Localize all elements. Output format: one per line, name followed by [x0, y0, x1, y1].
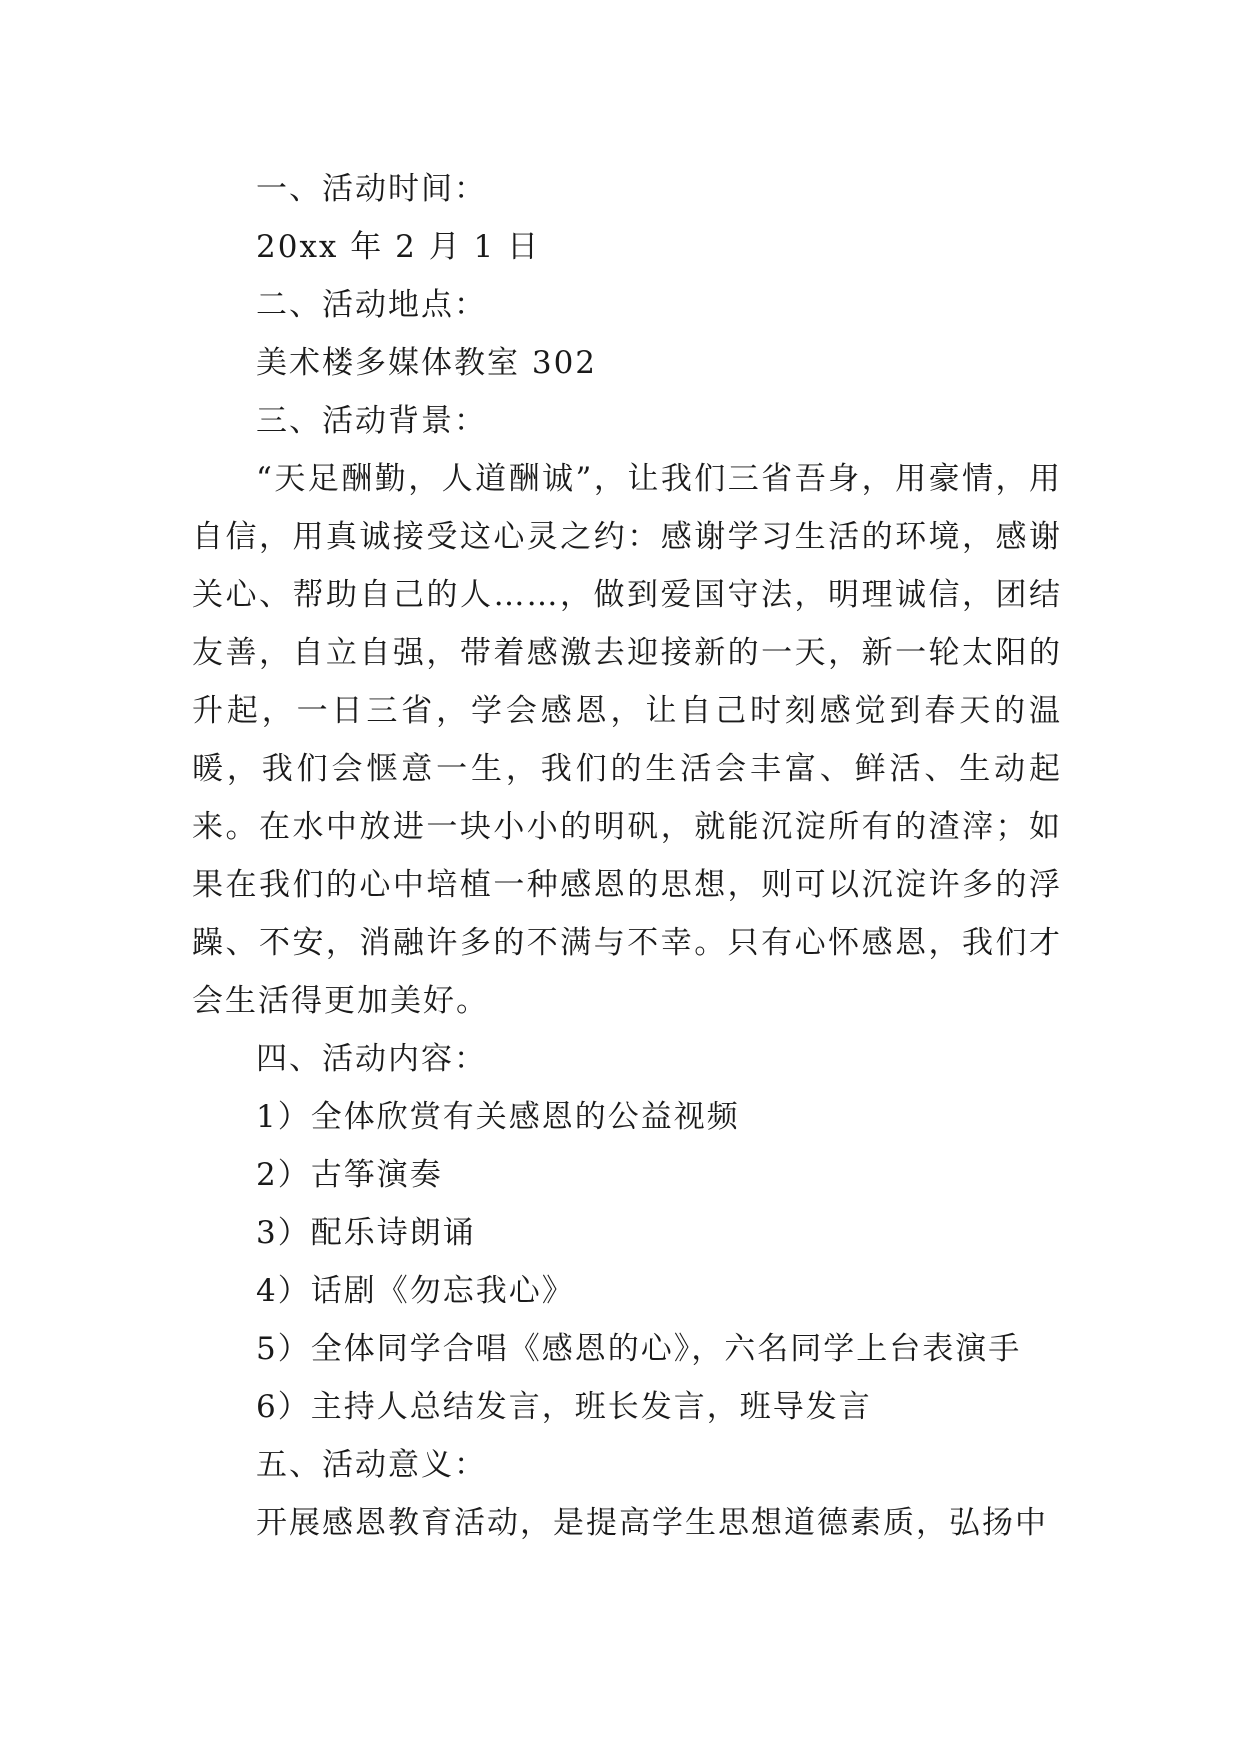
- significance-paragraph: 开展感恩教育活动，是提高学生思想道德素质，弘扬中: [256, 1505, 1048, 1541]
- section-heading-background: 三、活动背景：: [256, 403, 487, 439]
- background-paragraph: “天足酬勤，人道酬诚”，让我们三省吾身，用豪情，用自信，用真诚接受这心灵之约：感谢学习生活的环境，感谢关心、帮助自己的人……，做到爱国守法，明理诚信，团结友善，自立自强，带着感激去迎接新的一天，新一轮太阳的升起，一日三省，学会感恩，让自己时刻感觉到春天的温暖，我们会惬意一生，我们的生活会丰富、鲜活、生动起来。在水中放进一块小小的明矾，就能沉淀所有的渣滓；如果在我们的心中培植一种感恩的思想，则可以沉淀许多的浮躁、不安，消融许多的不满与不幸。只有心怀感恩，我们才会生活得更加美好。: [192, 461, 1062, 1019]
- section-heading-time: 一、活动时间：: [256, 171, 487, 207]
- content-item-6: 6）主持人总结发言，班长发言，班导发言: [256, 1389, 872, 1425]
- activity-location: 美术楼多媒体教室 302: [256, 345, 598, 381]
- content-item-5: 5）全体同学合唱《感恩的心》，六名同学上台表演手: [256, 1331, 1022, 1367]
- activity-date: 20xx 年 2 月 1 日: [256, 229, 541, 265]
- content-item-3: 3）配乐诗朗诵: [256, 1215, 476, 1251]
- content-item-4: 4）话剧《勿忘我心》: [256, 1273, 575, 1309]
- document-body: [192, 160, 1062, 1552]
- section-heading-significance: 五、活动意义：: [256, 1447, 487, 1483]
- section-heading-content: 四、活动内容：: [256, 1041, 487, 1077]
- section-heading-location: 二、活动地点：: [256, 287, 487, 323]
- content-item-2: 2）古筝演奏: [256, 1157, 443, 1193]
- content-item-1: 1）全体欣赏有关感恩的公益视频: [256, 1099, 740, 1135]
